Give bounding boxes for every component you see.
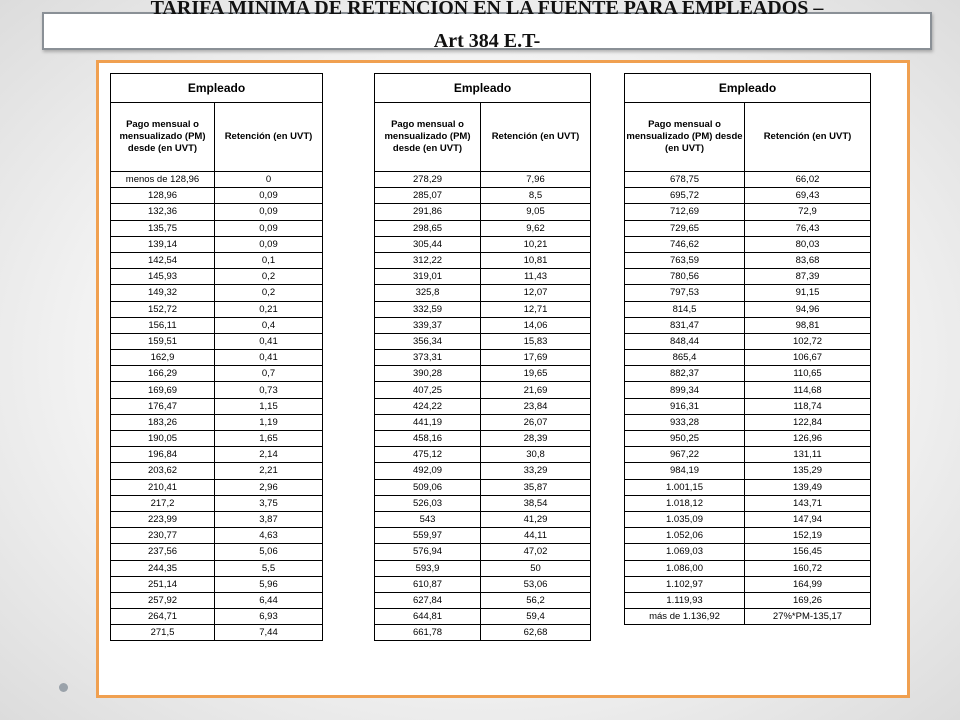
table-row <box>111 269 323 285</box>
pago-cell: 190,05 <box>111 431 215 447</box>
pago-cell: 526,03 <box>375 495 481 511</box>
pago-cell: 424,22 <box>375 398 481 414</box>
table-row <box>375 398 591 414</box>
retencion-cell: 5,06 <box>215 544 323 560</box>
retencion-cell: 8,5 <box>481 188 591 204</box>
table-header-empleado: Empleado <box>625 74 871 103</box>
retencion-cell: 19,65 <box>481 366 591 382</box>
retencion-cell: 5,5 <box>215 560 323 576</box>
table-row <box>375 301 591 317</box>
table-row <box>625 414 871 430</box>
pago-cell: 305,44 <box>375 236 481 252</box>
table-row <box>375 528 591 544</box>
pago-cell: 1.018,12 <box>625 495 745 511</box>
pago-cell: 543 <box>375 511 481 527</box>
retencion-cell: 147,94 <box>745 511 871 527</box>
table-row <box>625 511 871 527</box>
table-row <box>111 172 323 188</box>
retencion-cell: 0,41 <box>215 333 323 349</box>
table-row <box>375 188 591 204</box>
retencion-cell: 0,2 <box>215 285 323 301</box>
retencion-cell: 5,96 <box>215 576 323 592</box>
retencion-cell: 0,21 <box>215 301 323 317</box>
retencion-cell: 135,29 <box>745 463 871 479</box>
retencion-cell: 69,43 <box>745 188 871 204</box>
retencion-cell: 44,11 <box>481 528 591 544</box>
table-row <box>375 220 591 236</box>
pago-cell: 1.102,97 <box>625 576 745 592</box>
slide-title-line-1: TARIFA MINIMA DE RETENCION EN LA FUENTE PARA EMPLEADOS – <box>150 0 824 19</box>
tarifa-table-2 <box>374 73 591 641</box>
pago-cell: más de 1.136,92 <box>625 609 745 625</box>
retencion-cell: 59,4 <box>481 609 591 625</box>
retencion-cell: 126,96 <box>745 431 871 447</box>
pago-cell: 627,84 <box>375 592 481 608</box>
retencion-cell: 14,06 <box>481 317 591 333</box>
pago-cell: 183,26 <box>111 414 215 430</box>
retencion-cell: 139,49 <box>745 479 871 495</box>
retencion-cell: 6,93 <box>215 609 323 625</box>
table-row <box>111 431 323 447</box>
retencion-cell: 98,81 <box>745 317 871 333</box>
table-row <box>625 236 871 252</box>
retencion-cell: 1,19 <box>215 414 323 430</box>
table-row <box>111 366 323 382</box>
table-row <box>625 188 871 204</box>
retencion-cell: 9,62 <box>481 220 591 236</box>
table-row <box>625 317 871 333</box>
retencion-cell: 0 <box>215 172 323 188</box>
table-row <box>375 269 591 285</box>
retencion-cell: 9,05 <box>481 204 591 220</box>
retencion-cell: 0,09 <box>215 204 323 220</box>
pago-cell: 492,09 <box>375 463 481 479</box>
table-header-empleado: Empleado <box>111 74 323 103</box>
pago-cell: 882,37 <box>625 366 745 382</box>
table-row <box>111 350 323 366</box>
pago-cell: 285,07 <box>375 188 481 204</box>
table-header-empleado: Empleado <box>375 74 591 103</box>
table-row <box>625 301 871 317</box>
pago-cell: 169,69 <box>111 382 215 398</box>
pago-cell: 644,81 <box>375 609 481 625</box>
retencion-cell: 0,41 <box>215 350 323 366</box>
pago-cell: 950,25 <box>625 431 745 447</box>
pago-cell: 203,62 <box>111 463 215 479</box>
pago-cell: 325,8 <box>375 285 481 301</box>
retencion-cell: 91,15 <box>745 285 871 301</box>
table-row <box>625 495 871 511</box>
table-body <box>375 172 591 641</box>
pago-cell: 339,37 <box>375 317 481 333</box>
retencion-cell: 17,69 <box>481 350 591 366</box>
retencion-cell: 2,96 <box>215 479 323 495</box>
pago-cell: 865,4 <box>625 350 745 366</box>
retencion-cell: 1,65 <box>215 431 323 447</box>
pago-cell: 967,22 <box>625 447 745 463</box>
pago-cell: 166,29 <box>111 366 215 382</box>
retencion-cell: 21,69 <box>481 382 591 398</box>
pago-cell: 610,87 <box>375 576 481 592</box>
retencion-cell: 94,96 <box>745 301 871 317</box>
pago-cell: 933,28 <box>625 414 745 430</box>
pago-cell: 1.001,15 <box>625 479 745 495</box>
table-row <box>625 285 871 301</box>
pago-cell: 237,56 <box>111 544 215 560</box>
column-header-retencion: Retención (en UVT) <box>481 103 591 172</box>
retencion-cell: 12,71 <box>481 301 591 317</box>
pago-cell: 559,97 <box>375 528 481 544</box>
retencion-cell: 72,9 <box>745 204 871 220</box>
pago-cell: 264,71 <box>111 609 215 625</box>
retencion-cell: 11,43 <box>481 269 591 285</box>
column-header-retencion: Retención (en UVT) <box>215 103 323 172</box>
column-header-pago: Pago mensual o mensualizado (PM) desde (en UVT) <box>625 103 745 172</box>
retencion-cell: 30,8 <box>481 447 591 463</box>
table-row <box>111 382 323 398</box>
retencion-cell: 47,02 <box>481 544 591 560</box>
retencion-cell: 0,73 <box>215 382 323 398</box>
retencion-cell: 4,63 <box>215 528 323 544</box>
retencion-cell: 15,83 <box>481 333 591 349</box>
tarifa-table-1 <box>110 73 323 641</box>
table-row <box>625 463 871 479</box>
retencion-cell: 7,44 <box>215 625 323 641</box>
pago-cell: 142,54 <box>111 252 215 268</box>
pago-cell: 848,44 <box>625 333 745 349</box>
pago-cell: 223,99 <box>111 511 215 527</box>
pago-cell: 196,84 <box>111 447 215 463</box>
table-row <box>111 447 323 463</box>
bullet-dot <box>59 683 68 692</box>
retencion-cell: 10,21 <box>481 236 591 252</box>
retencion-cell: 38,54 <box>481 495 591 511</box>
pago-cell: 251,14 <box>111 576 215 592</box>
table-row <box>625 220 871 236</box>
pago-cell: 661,78 <box>375 625 481 641</box>
pago-cell: 407,25 <box>375 382 481 398</box>
table-body <box>111 172 323 641</box>
pago-cell: 593,9 <box>375 560 481 576</box>
retencion-cell: 0,1 <box>215 252 323 268</box>
retencion-cell: 2,14 <box>215 447 323 463</box>
table-row <box>111 414 323 430</box>
pago-cell: 475,12 <box>375 447 481 463</box>
retencion-cell: 10,81 <box>481 252 591 268</box>
retencion-cell: 12,07 <box>481 285 591 301</box>
pago-cell: 712,69 <box>625 204 745 220</box>
pago-cell: 1.119,93 <box>625 592 745 608</box>
pago-cell: 984,19 <box>625 463 745 479</box>
retencion-cell: 0,09 <box>215 236 323 252</box>
table-row <box>111 479 323 495</box>
retencion-cell: 131,11 <box>745 447 871 463</box>
retencion-cell: 62,68 <box>481 625 591 641</box>
pago-cell: 1.052,06 <box>625 528 745 544</box>
table-row <box>111 463 323 479</box>
table-row <box>625 479 871 495</box>
pago-cell: 780,56 <box>625 269 745 285</box>
table-row <box>111 544 323 560</box>
tarifa-table-3 <box>624 73 871 625</box>
table-row <box>625 269 871 285</box>
retencion-cell: 26,07 <box>481 414 591 430</box>
retencion-cell: 0,7 <box>215 366 323 382</box>
retencion-cell: 3,87 <box>215 511 323 527</box>
retencion-cell: 66,02 <box>745 172 871 188</box>
retencion-cell: 87,39 <box>745 269 871 285</box>
table-row <box>375 592 591 608</box>
retencion-cell: 160,72 <box>745 560 871 576</box>
column-header-pago: Pago mensual o mensualizado (PM) desde (en UVT) <box>111 103 215 172</box>
table-row <box>375 609 591 625</box>
table-row <box>375 544 591 560</box>
retencion-cell: 83,68 <box>745 252 871 268</box>
retencion-cell: 0,09 <box>215 188 323 204</box>
table-row <box>625 447 871 463</box>
table-row <box>111 528 323 544</box>
retencion-cell: 106,67 <box>745 350 871 366</box>
table-row <box>375 333 591 349</box>
table-row <box>625 350 871 366</box>
table-row <box>375 236 591 252</box>
pago-cell: 695,72 <box>625 188 745 204</box>
pago-cell: 441,19 <box>375 414 481 430</box>
pago-cell: 797,53 <box>625 285 745 301</box>
retencion-cell: 56,2 <box>481 592 591 608</box>
table-row <box>625 544 871 560</box>
table-row <box>111 220 323 236</box>
retencion-cell: 122,84 <box>745 414 871 430</box>
retencion-cell: 27%*PM-135,17 <box>745 609 871 625</box>
table-row <box>625 204 871 220</box>
pago-cell: 271,5 <box>111 625 215 641</box>
table-row <box>625 398 871 414</box>
table-row <box>375 172 591 188</box>
pago-cell: 356,34 <box>375 333 481 349</box>
pago-cell: 230,77 <box>111 528 215 544</box>
table-row <box>111 560 323 576</box>
retencion-cell: 152,19 <box>745 528 871 544</box>
table-row <box>111 317 323 333</box>
pago-cell: 332,59 <box>375 301 481 317</box>
retencion-cell: 0,4 <box>215 317 323 333</box>
retencion-cell: 23,84 <box>481 398 591 414</box>
retencion-cell: 53,06 <box>481 576 591 592</box>
table-row <box>111 188 323 204</box>
pago-cell: 319,01 <box>375 269 481 285</box>
retencion-cell: 164,99 <box>745 576 871 592</box>
table-row <box>111 236 323 252</box>
table-row <box>625 592 871 608</box>
table-row <box>375 511 591 527</box>
pago-cell: 1.035,09 <box>625 511 745 527</box>
table-row <box>625 382 871 398</box>
retencion-cell: 7,96 <box>481 172 591 188</box>
retencion-cell: 41,29 <box>481 511 591 527</box>
slide-title-line-2: Art 384 E.T- <box>433 30 541 52</box>
table-row <box>375 495 591 511</box>
column-header-retencion: Retención (en UVT) <box>745 103 871 172</box>
table-row <box>625 431 871 447</box>
table-row <box>375 252 591 268</box>
retencion-cell: 110,65 <box>745 366 871 382</box>
table-row <box>625 172 871 188</box>
pago-cell: menos de 128,96 <box>111 172 215 188</box>
table-row <box>111 204 323 220</box>
pago-cell: 746,62 <box>625 236 745 252</box>
table-row <box>111 625 323 641</box>
table-row <box>375 317 591 333</box>
pago-cell: 1.086,00 <box>625 560 745 576</box>
pago-cell: 390,28 <box>375 366 481 382</box>
table-row <box>625 609 871 625</box>
table-row <box>111 511 323 527</box>
pago-cell: 135,75 <box>111 220 215 236</box>
pago-cell: 458,16 <box>375 431 481 447</box>
retencion-cell: 0,09 <box>215 220 323 236</box>
pago-cell: 162,9 <box>111 350 215 366</box>
retencion-cell: 50 <box>481 560 591 576</box>
retencion-cell: 2,21 <box>215 463 323 479</box>
table-row <box>375 447 591 463</box>
pago-cell: 159,51 <box>111 333 215 349</box>
table-row <box>111 252 323 268</box>
table-row <box>375 350 591 366</box>
table-row <box>625 333 871 349</box>
table-row <box>375 479 591 495</box>
table-row <box>625 252 871 268</box>
pago-cell: 132,36 <box>111 204 215 220</box>
retencion-cell: 6,44 <box>215 592 323 608</box>
retencion-cell: 76,43 <box>745 220 871 236</box>
table-row <box>111 333 323 349</box>
table-row <box>111 398 323 414</box>
pago-cell: 176,47 <box>111 398 215 414</box>
table-row <box>625 560 871 576</box>
retencion-cell: 102,72 <box>745 333 871 349</box>
table-row <box>375 414 591 430</box>
retencion-cell: 35,87 <box>481 479 591 495</box>
pago-cell: 152,72 <box>111 301 215 317</box>
table-body <box>625 172 871 625</box>
table-row <box>375 463 591 479</box>
pago-cell: 678,75 <box>625 172 745 188</box>
table-row <box>625 366 871 382</box>
retencion-cell: 0,2 <box>215 269 323 285</box>
pago-cell: 576,94 <box>375 544 481 560</box>
pago-cell: 298,65 <box>375 220 481 236</box>
pago-cell: 149,32 <box>111 285 215 301</box>
pago-cell: 1.069,03 <box>625 544 745 560</box>
pago-cell: 278,29 <box>375 172 481 188</box>
table-row <box>375 431 591 447</box>
table-row <box>111 301 323 317</box>
retencion-cell: 33,29 <box>481 463 591 479</box>
retencion-cell: 118,74 <box>745 398 871 414</box>
pago-cell: 509,06 <box>375 479 481 495</box>
pago-cell: 373,31 <box>375 350 481 366</box>
pago-cell: 312,22 <box>375 252 481 268</box>
retencion-cell: 143,71 <box>745 495 871 511</box>
retencion-cell: 3,75 <box>215 495 323 511</box>
pago-cell: 763,59 <box>625 252 745 268</box>
pago-cell: 128,96 <box>111 188 215 204</box>
pago-cell: 139,14 <box>111 236 215 252</box>
table-row <box>375 285 591 301</box>
pago-cell: 831,47 <box>625 317 745 333</box>
retencion-cell: 156,45 <box>745 544 871 560</box>
table-row <box>375 382 591 398</box>
pago-cell: 156,11 <box>111 317 215 333</box>
retencion-cell: 1,15 <box>215 398 323 414</box>
table-row <box>375 576 591 592</box>
table-row <box>111 285 323 301</box>
table-row <box>111 576 323 592</box>
retencion-cell: 114,68 <box>745 382 871 398</box>
table-row <box>625 528 871 544</box>
column-header-pago: Pago mensual o mensualizado (PM) desde (en UVT) <box>375 103 481 172</box>
table-row <box>111 495 323 511</box>
table-row <box>375 366 591 382</box>
retencion-cell: 28,39 <box>481 431 591 447</box>
table-row <box>625 576 871 592</box>
table-row <box>375 560 591 576</box>
pago-cell: 217,2 <box>111 495 215 511</box>
table-row <box>111 609 323 625</box>
retencion-cell: 80,03 <box>745 236 871 252</box>
pago-cell: 210,41 <box>111 479 215 495</box>
pago-cell: 257,92 <box>111 592 215 608</box>
pago-cell: 291,86 <box>375 204 481 220</box>
pago-cell: 814,5 <box>625 301 745 317</box>
table-row <box>375 625 591 641</box>
pago-cell: 145,93 <box>111 269 215 285</box>
retencion-cell: 169,26 <box>745 592 871 608</box>
table-row <box>375 204 591 220</box>
pago-cell: 916,31 <box>625 398 745 414</box>
table-row <box>111 592 323 608</box>
pago-cell: 729,65 <box>625 220 745 236</box>
slide-title <box>42 0 932 53</box>
pago-cell: 899,34 <box>625 382 745 398</box>
pago-cell: 244,35 <box>111 560 215 576</box>
